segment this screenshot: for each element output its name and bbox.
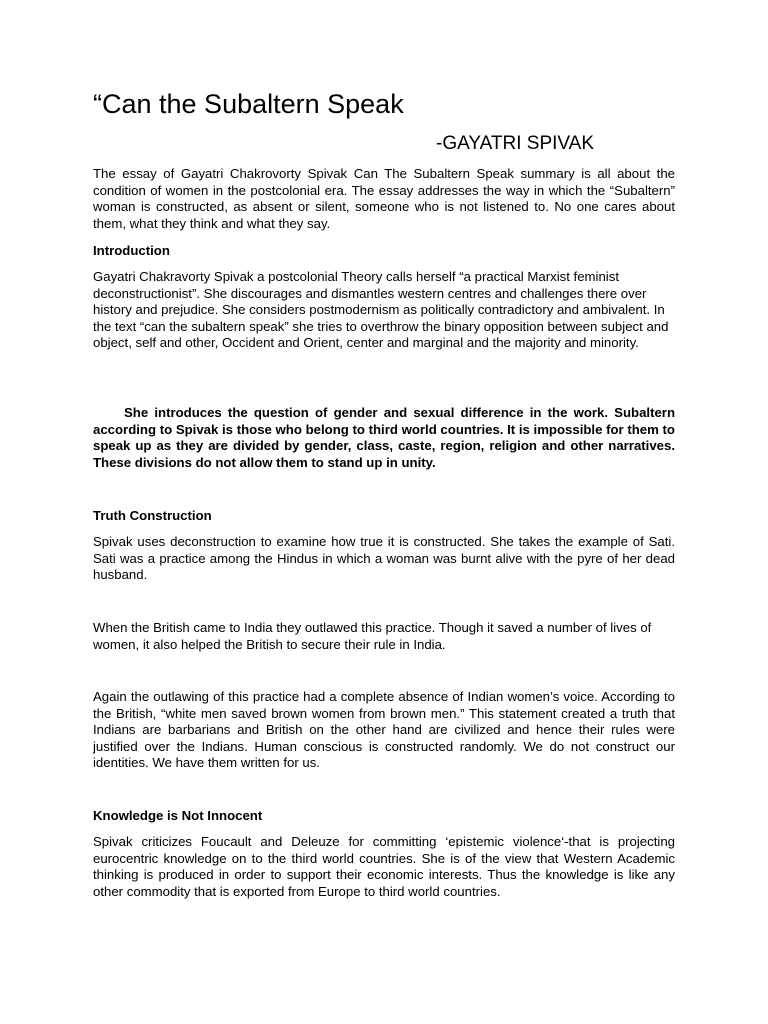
section-heading-introduction: Introduction <box>93 243 170 258</box>
paragraph-truth-construction-2: When the British came to India they outlawed this practice. Though it saved a number of lives of women, it also helped the British to secure their rule in India. <box>93 620 652 652</box>
document-title: “Can the Subaltern Speak <box>93 89 404 119</box>
intro-paragraph: The essay of Gayatri Chakrovorty Spivak Can The Subaltern Speak summary is all about the condition of women in the postcolonial era. The essay addresses the way in which the “Subaltern” woman is constructed, as absent or silent, someone who is not listened to. No one cares about them, what they think and what they say. <box>93 166 675 231</box>
paragraph-truth-construction-3: Again the outlawing of this practice had a complete absence of Indian women’s voice. According to the British, “white men saved brown women from brown men.” This statement created a truth that Indians are barbarians and British on the other hand are civilized and hence their rules were justified over the Indians. Human conscious is constructed randomly. We do not construct our identities. We have them written for us. <box>93 689 675 771</box>
paragraph-introduction-2: She introduces the question of gender and sexual difference in the work. Subaltern according to Spivak is those who belong to third world countries. It is impossible for them to speak up as they are divided by gender, class, caste, region, religion and other narratives. These divisions do not allow them to stand up in unity. <box>93 405 675 470</box>
paragraph-truth-construction-1: Spivak uses deconstruction to examine how true it is constructed. She takes the example of Sati. Sati was a practice among the Hindus in which a woman was burnt alive with the pyre of her dead husband. <box>93 534 675 583</box>
paragraph-introduction-1: Gayatri Chakravorty Spivak a postcolonial Theory calls herself “a practical Marxist feminist deconstructionist”. She discourages and dismantles western centres and challenges there over history and prejudice. She considers postmodernism as politically contradictory and ambivalent. In the text “can the subaltern speak” she tries to overthrow the binary opposition between subject and object, self and other, Occident and Orient, center and marginal and the majority and minority. <box>93 269 669 351</box>
section-heading-truth-construction: Truth Construction <box>93 508 212 523</box>
document-author: -GAYATRI SPIVAK <box>436 133 595 154</box>
paragraph-knowledge-1: Spivak criticizes Foucault and Deleuze for committing ‘epistemic violence‘-that is projecting eurocentric knowledge on to the third world countries. She is of the view that Western Academic thinking is produced in order to support their economic interests. Thus the knowledge is like any other commodity that is exported from Europe to third world countries. <box>93 834 675 899</box>
section-heading-knowledge: Knowledge is Not Innocent <box>93 808 263 823</box>
